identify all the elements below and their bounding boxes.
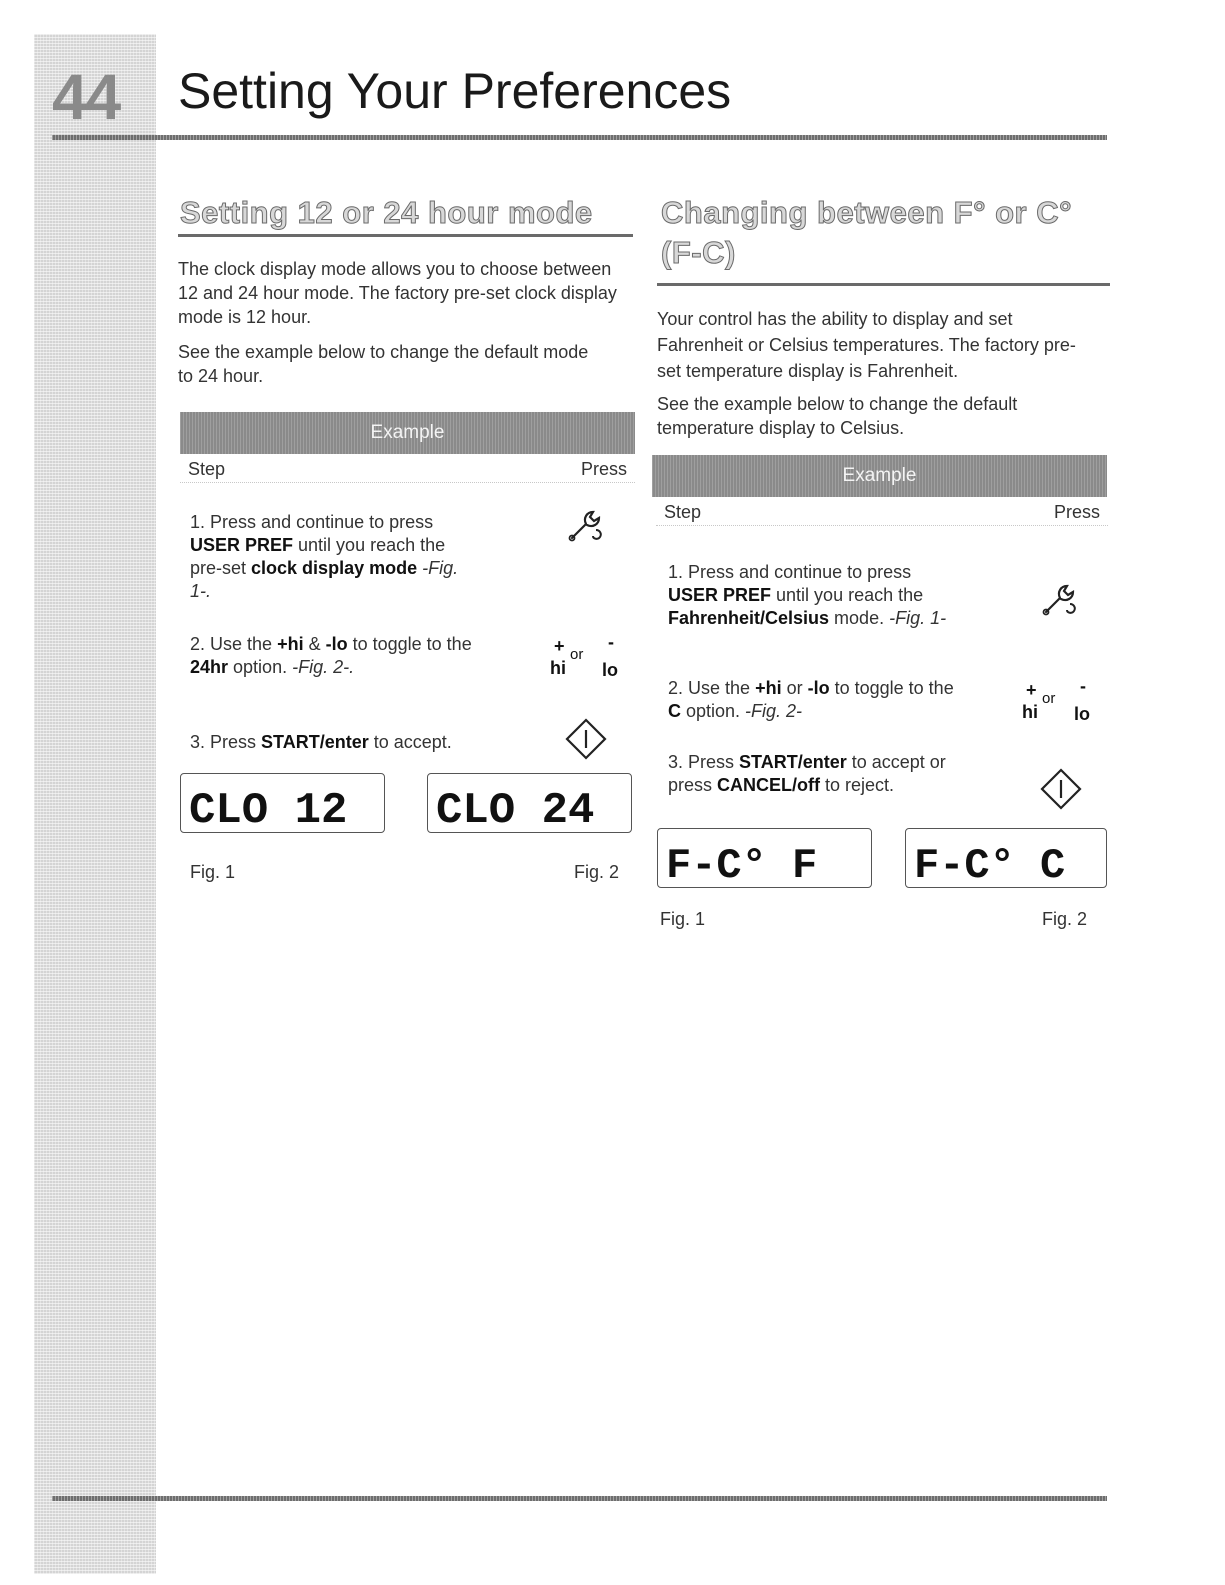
- left-fig1-display-digits: [181, 774, 384, 832]
- left-fig2-label: Fig. 2: [574, 862, 620, 882]
- left-instruction-paragraph: See the example below to change the default mode to 24 hour.: [178, 342, 589, 386]
- left-section-heading: Setting 12 or 24 hour mode: [180, 195, 593, 230]
- svg-text:F-C° F: F-C° F: [666, 842, 818, 887]
- right-section-heading: Changing between F° or C° (F-C): [661, 195, 1073, 270]
- page-title: Setting Your Preferences: [178, 63, 732, 119]
- left-fig1-label: Fig. 1: [190, 862, 236, 882]
- right-heading-rule: [657, 283, 1110, 286]
- left-intro-paragraph: The clock display mode allows you to choose between 12 and 24 hour mode. The factory pre-set clock display mode is 12 hour.: [178, 259, 617, 327]
- left-fig2-display-digits: [428, 774, 631, 832]
- right-fig1-label: Fig. 1: [660, 909, 706, 929]
- svg-text:F-C° C: F-C° C: [914, 842, 1066, 887]
- user-pref-wrench-icon: [566, 508, 606, 544]
- start-enter-diamond-icon: [1040, 768, 1082, 810]
- footer-rule: [52, 1496, 1107, 1501]
- right-fig2-display-digits: [906, 829, 1106, 887]
- user-pref-wrench-icon: [1040, 582, 1080, 618]
- right-step-header: [656, 499, 1108, 526]
- hi-lo-keys: + - hi or lo: [1022, 676, 1090, 724]
- svg-text:CLO 24: CLO 24: [436, 786, 595, 832]
- right-fig1-display-digits: [658, 829, 871, 887]
- press-label: Press: [1053, 502, 1100, 522]
- left-step-header: [180, 456, 635, 483]
- svg-text:CLO 12: CLO 12: [189, 786, 348, 832]
- left-step-1: 1. Press and continue to press USER PREF until you reach the pre-set clock display mode -Fig. 1-.: [190, 512, 459, 601]
- right-fig1-display: [657, 828, 872, 888]
- left-example-bar: Example: [180, 412, 635, 454]
- left-step-3: 3. Press START/enter to accept.: [190, 732, 452, 752]
- right-step-2: 2. Use the +hi or -lo to toggle to the C option. -Fig. 2-: [668, 678, 954, 721]
- left-fig2-display: [427, 773, 632, 833]
- header-rule: [52, 135, 1107, 140]
- left-step-2: 2. Use the +hi & -lo to toggle to the 24hr option. -Fig. 2-.: [190, 634, 472, 677]
- right-intro-paragraph: Your control has the ability to display and set Fahrenheit or Celsius temperatures. The factory pre-set temperature display is Fahrenheit.: [657, 309, 1076, 381]
- right-instruction-paragraph: See the example below to change the default temperature display to Celsius.: [657, 394, 1018, 438]
- right-fig2-display: [905, 828, 1107, 888]
- right-step-3: 3. Press START/enter to accept or press CANCEL/off to reject.: [668, 752, 946, 795]
- hi-lo-keys: + - hi or lo: [550, 632, 618, 680]
- right-step-1: 1. Press and continue to press USER PREF until you reach the Fahrenheit/Celsius mode. -Fig. 1-: [668, 562, 947, 628]
- step-label: Step: [188, 459, 226, 479]
- step-label: Step: [664, 502, 702, 522]
- side-band-decoration: [34, 34, 156, 1574]
- press-label: Press: [580, 459, 627, 479]
- right-fig2-label: Fig. 2: [1042, 909, 1088, 929]
- left-fig1-display: [180, 773, 385, 833]
- start-enter-diamond-icon: [565, 718, 607, 760]
- right-example-bar: Example: [652, 455, 1107, 497]
- page-number: 44: [52, 61, 120, 133]
- left-heading-rule: [178, 234, 633, 237]
